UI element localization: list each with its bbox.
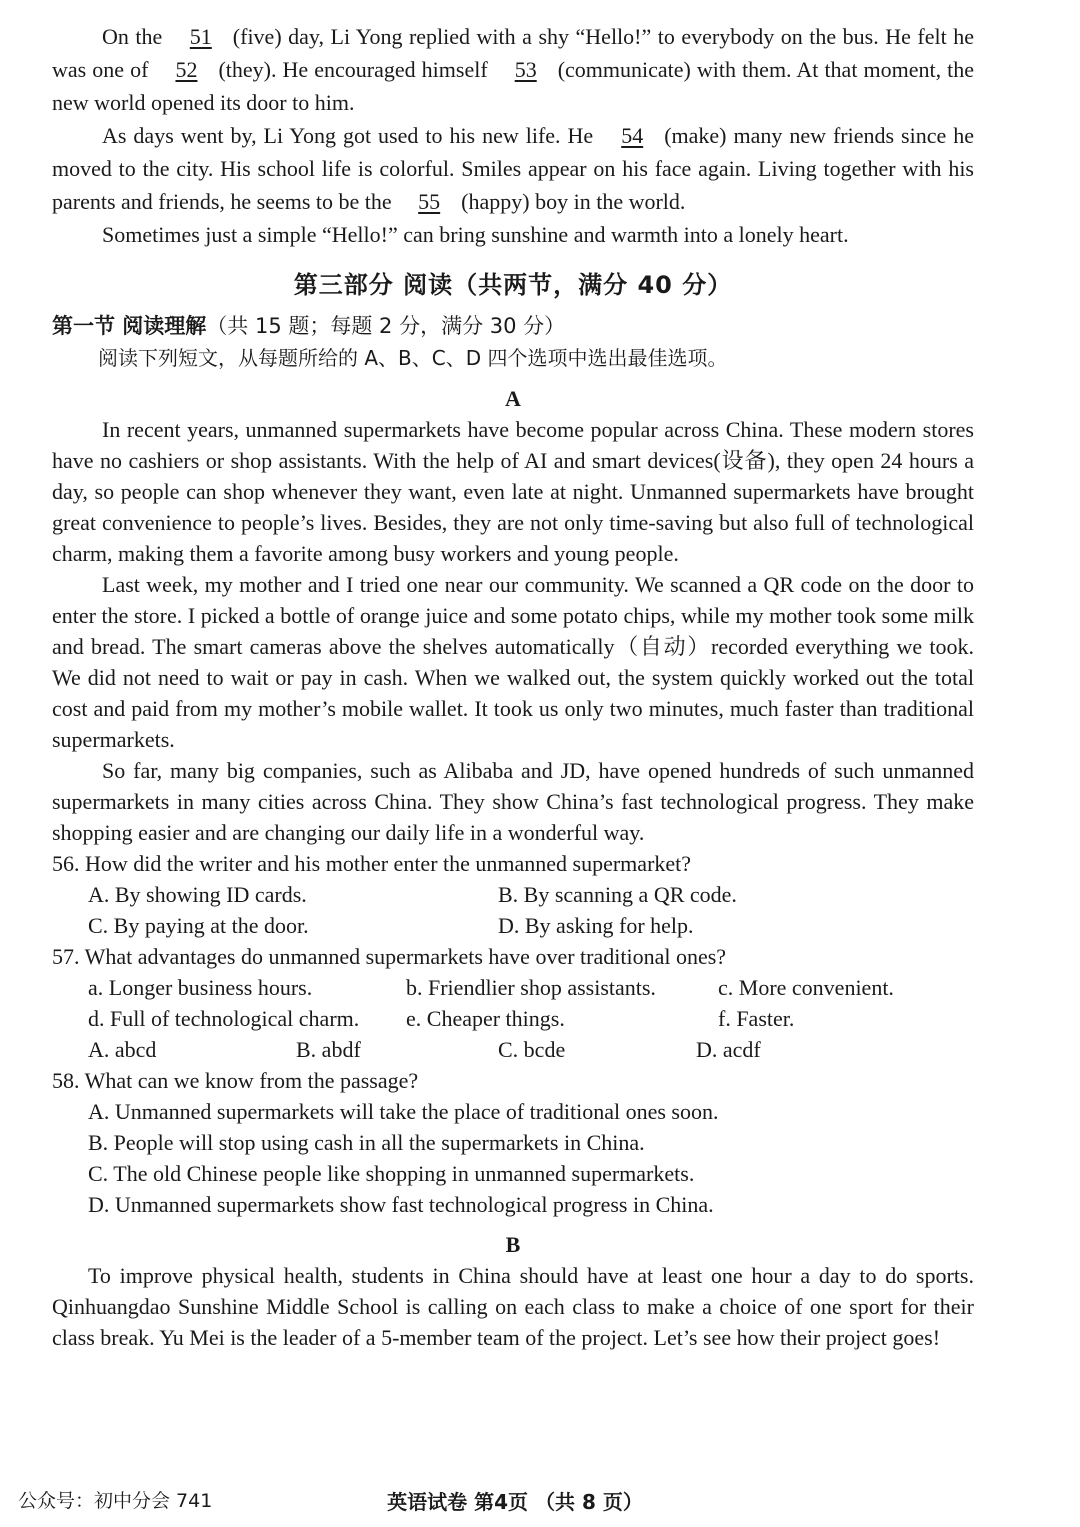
item-d: d. Full of technological charm. <box>88 1006 360 1031</box>
blank-54: 54 <box>621 123 644 148</box>
option-b: B. abdf <box>296 1037 361 1062</box>
section-one-heading <box>52 310 974 342</box>
text: (five) day, Li Yong replied with a shy “Hello!” to everybody on the bus. He felt he was one of <box>52 24 974 82</box>
question-56-options <box>52 879 974 941</box>
item-f: f. Faster. <box>718 1006 795 1031</box>
blank-52: 52 <box>175 57 198 82</box>
text: (happy) boy in the world. <box>461 189 686 214</box>
option-d: D. By asking for help. <box>498 913 694 938</box>
option-c: C. bcde <box>498 1037 566 1062</box>
blank-53: 53 <box>514 57 537 82</box>
option-b: B. By scanning a QR code. <box>498 882 737 907</box>
option-a: A. By showing ID cards. <box>88 882 307 907</box>
option-d: D. acdf <box>696 1037 761 1062</box>
blank-55: 55 <box>418 189 441 214</box>
item-a: a. Longer business hours. <box>88 975 313 1000</box>
option-a: A. abcd <box>88 1037 157 1062</box>
passage-a-paragraph: So far, many big companies, such as Alibaba and JD, have opened hundreds of such unmanned supermarkets in many cities across China. They show China’s fast technological progress. They make shopping easier and are changing our daily life in a wonderful way. <box>52 758 974 845</box>
text: As days went by, Li Yong got used to his new life. He <box>102 123 601 148</box>
option-c: C. The old Chinese people like shopping in unmanned supermarkets. <box>88 1161 695 1186</box>
option-d: D. Unmanned supermarkets show fast technological progress in China. <box>88 1192 714 1217</box>
question-57-stem: 57. What advantages do unmanned supermarkets have over traditional ones? <box>52 944 727 969</box>
exam-page <box>52 20 974 1353</box>
question-56-stem: 56. How did the writer and his mother enter the unmanned supermarket? <box>52 851 692 876</box>
cloze-paragraph-3: Sometimes just a simple “Hello!” can bring sunshine and warmth into a lonely heart. <box>102 222 849 247</box>
item-e: e. Cheaper things. <box>406 1006 565 1031</box>
passage-b-label: B <box>505 1232 521 1257</box>
text: (communicate) with them. At that moment, the new world opened its door to him. <box>52 57 974 115</box>
item-b: b. Friendlier shop assistants. <box>406 975 656 1000</box>
text: (they). He encouraged himself <box>218 57 494 82</box>
cloze-paragraph-2 <box>52 119 974 218</box>
item-c: c. More convenient. <box>718 975 894 1000</box>
cloze-paragraph-1 <box>52 20 974 119</box>
text: (make) many new friends since he moved to the city. His school life is colorful. Smiles appear on his face again. Living together with his parents and friends, he seems to be the <box>52 123 974 214</box>
page-number: 英语试卷 第4页 （共 8 页） <box>387 1490 643 1514</box>
section-one-title: 第一节 阅读理解 <box>52 314 207 338</box>
question-57-options <box>52 1034 974 1065</box>
section-one-note: （共 15 题；每题 2 分，满分 30 分） <box>206 314 566 338</box>
option-a: A. Unmanned supermarkets will take the place of traditional ones soon. <box>88 1099 719 1124</box>
reading-instruction: 阅读下列短文，从每题所给的 A、B、C、D 四个选项中选出最佳选项。 <box>98 346 728 370</box>
passage-a-paragraph: In recent years, unmanned supermarkets have become popular across China. These modern stores have no cashiers or shop assistants. With the help of AI and smart devices(设备), they open 24 hours a day, so people can shop whenever they want, even late at night. Unmanned supermarkets have brought great convenience to people’s lives. Besides, they are not only time-saving but also full of technological charm, making them a favorite among busy workers and young people. <box>52 417 974 566</box>
question-57-items <box>52 972 974 1034</box>
passage-a-label: A <box>505 386 521 411</box>
part-three-title: 第三部分 阅读（共两节，满分 40 分） <box>293 271 733 299</box>
passage-b-paragraph: To improve physical health, students in China should have at least one hour a day to do sports. Qinhuangdao Sunshine Middle School is calling on each class to make a choice of one sport for their class break. Yu Mei is the leader of a 5-member team of the project. Let’s see how their project goes! <box>52 1263 974 1350</box>
page-footer <box>0 1486 1080 1516</box>
text: On the <box>102 24 169 49</box>
passage-a-paragraph: Last week, my mother and I tried one near our community. We scanned a QR code on the door to enter the store. I picked a bottle of orange juice and some potato chips, while my mother took some milk and bread. The smart cameras above the shelves automatically（自动）recorded everything we took. We did not need to wait or pay in cash. When we walked out, the system quickly worked out the total cost and paid from my mother’s mobile wallet. It took us only two minutes, much faster than traditional supermarkets. <box>52 572 974 752</box>
option-c: C. By paying at the door. <box>88 913 309 938</box>
footer-watermark: 公众号：初中分会 741 <box>18 1490 213 1512</box>
option-b: B. People will stop using cash in all the supermarkets in China. <box>88 1130 645 1155</box>
question-58-stem: 58. What can we know from the passage? <box>52 1068 419 1093</box>
blank-51: 51 <box>189 24 212 49</box>
